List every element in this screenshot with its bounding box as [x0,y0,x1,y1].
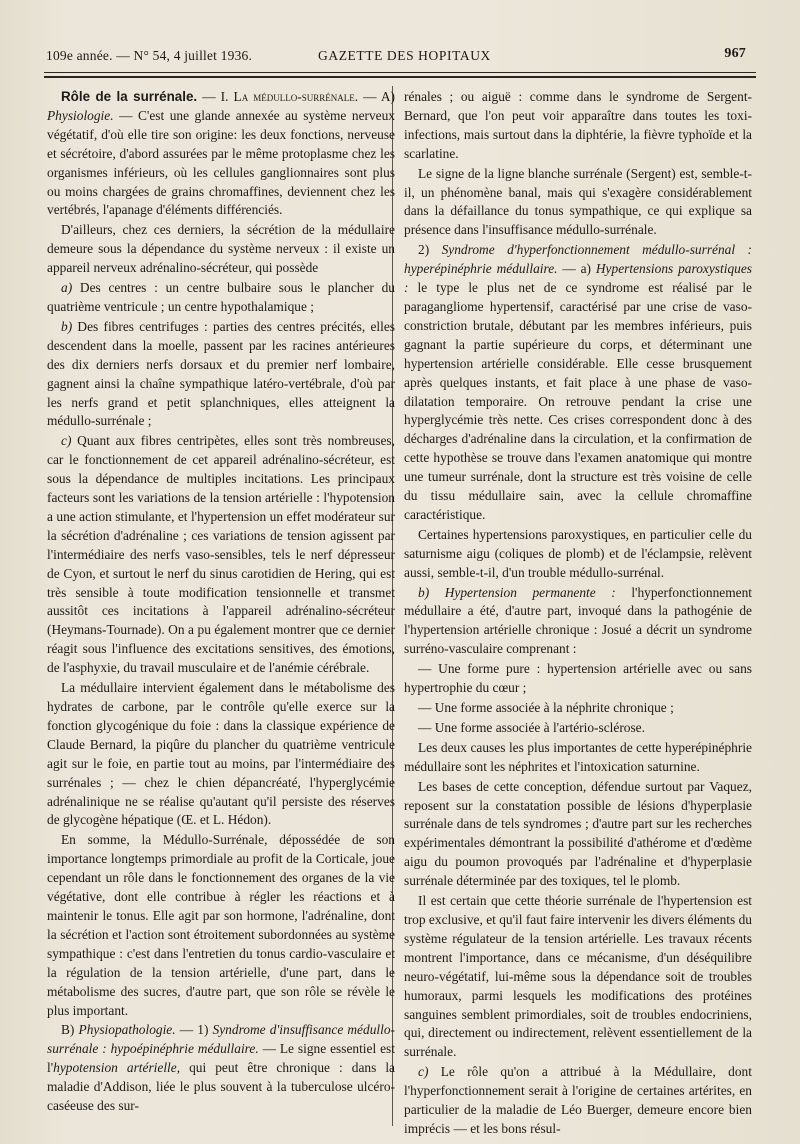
paragraph: La médullaire intervient également dans le métabolisme des hydrates de carbone, par le contrôle qu'elle exerce sur la fonction glycogénique du foie : dans la classique expérience de Claude Bernard, la piqûre du plancher du quatrième ventricule agit sur le foie, en partie tout au moins, par l'intermédiaire des surrénales ; — chez le chien dépancréaté, l'hyperglycémie adrénalinique ne se réalise qu'autant qu'il persiste des réserves de glycogène hépatique (Œ. et L. Hédon). [47,680,395,828]
list-item: — Une forme associée à l'artério-sclérose. [418,719,645,735]
paragraph [404,1063,752,1139]
subsection-title: Physiologie. [47,107,114,123]
journal-title: GAZETTE DES HOPITAUX [318,48,491,63]
subsection-marker: 2) [418,242,442,258]
page-number: 967 [724,46,746,61]
paragraph-text: le type le plus net de ce syndrome est réalisé par le paragangliome hypertensif, caractérisé par une crise de vaso-constriction brutale, débutant par les membres inférieurs, puis gagnant la partie supérieure du corps, et déterminant une hypertension artérielle considérable. Elle cesse brusquement après quelques instants, et fait place à une phase de vaso-dilatation temporaire. On retrouve pendant la crise une hyperglycémie très nette. Ces crises correspondent donc à des décharges d'adrénaline dans la circulation, et la confirmation de cette hypothèse se trouve dans l'examen anatomique qui montre une tumeur surrénale, dont la structure est très voisine de celle du tissu médullaire sain, avec la cellule chromaffine caractéristique. [404,280,752,522]
paragraph-text: — Le signe essentiel est l' [47,1041,395,1076]
paragraph-text: — C'est une glande annexée au système nerveux végétatif, d'où elle tire son origine: les deux fonctions, nerveuse et sécrétoire, d'abord assurées par le même protoplasme chez les organismes inférieurs, où les cellules ganglionnaires sont plus ou moins chargées de grains chromaffines, deviennent chez les vertébrés, l'apanage d'éléments différenciés. [47,107,395,218]
paragraph [404,241,752,525]
paragraph: En somme, la Médullo-Surrénale, dépossédée de son importance longtemps primordiale au profit de la Corticale, joue cependant un rôle dans le fonctionnement des organes de la vie végétative, dont elle contribue à régler les réactions et à maintenir le tonus. Elle agit par son hormone, l'adrénaline, dont la sécrétion et l'action sont étroitement subordonnées au système sympathique : c'est dans l'entretien du tonus cardio-vasculaire et la régulation de la tension artérielle, d'une part, dans le métabolisme des sucres, d'autre part, que son rôle se révèle le plus important. [47,832,395,1018]
subsection-marker: — 1) [175,1022,213,1038]
paragraph-text: Le rôle qu'on a attribué à la Médullaire, dont l'hyperfonctionnement serait à l'origine de certaines artérites, en particulier de la maladie de Léo Buerger, demeure encore bien imprécis — et les bons résul- [404,1064,752,1136]
issue-info: 109e année. — N° 54, 4 juillet 1936. [46,48,253,63]
paragraph: rénales ; ou aiguë : comme dans le syndrome de Sergent-Bernard, que l'on peut voir apparaître dans toutes les toxi-infections, mais surtout dans la diphtérie, la fièvre typhoïde et la scarlatine. [404,89,752,161]
paragraph: Certaines hypertensions paroxystiques, en particulier celle du saturnisme aigu (coliques de plomb) et de l'éclampsie, relèvent aussi, semble-t-il, d'un trouble médullo-surrénal. [404,526,752,580]
subsection-marker: — A) [358,89,396,104]
list-label: c) [61,433,72,449]
list-label: c) [418,1064,441,1080]
emphasis-term: hypotension artérielle, [53,1060,181,1076]
paragraph [47,279,395,317]
paragraph [47,318,395,431]
list-label: a) [61,280,73,296]
right-column [404,88,752,1140]
subsection-marker: — a) [557,261,596,277]
section-heading: — I. La médullo-surrénale. [197,89,359,104]
paragraph: Le signe de la ligne blanche surrénale (Sergent) est, semble-t-il, un phénomène banal, mais qui s'exagère considérablement dans la défaillance du tonus sympathique, ce qui explique sa présence dans l'insuffisance médullo-surrénale. [404,165,752,238]
syndrome-title: Syndrome d'insuffisance médullo-surrénale : hypoépinéphrie médullaire. [47,1022,395,1057]
header-rule-thin [44,72,756,73]
subsection-title: Hypertensions paroxystiques : [404,261,752,296]
subsection-title: Physiopathologie. [78,1022,176,1038]
paragraph-text: l'hyperfonctionnement médullaire a été, d'autre part, invoqué dans la pathogénie de l'hypertension artérielle chronique : Josué a décrit un syndrome surréno-vasculaire comprenant : [404,584,752,657]
subsection-title: Hypertension permanente : [444,584,616,600]
paragraph: D'ailleurs, chez ces derniers, la sécrétion de la médullaire demeure sous la dépendance du système nerveux : il existe un appareil nerveux adrénalino-sécréteur, qui possède [47,222,395,276]
paragraph [47,1021,395,1116]
subsection-marker: B) [61,1022,79,1038]
header-rule-thick [44,76,756,78]
paragraph-text: qui peut être chronique : dans la maladie d'Addison, liée le plus souvent à la tuberculose ulcéro-caséeuse des sur- [47,1060,395,1114]
syndrome-title: Syndrome d'hyperfonctionnement médullo-surrénal : hyperépinéphrie médullaire. [404,242,752,277]
list-item: — Une forme pure : hypertension artérielle avec ou sans hypertrophie du cœur ; [404,661,752,696]
paragraph-text: Des fibres centrifuges : parties des centres précités, elles descendent dans la moelle, passent par les racines antérieures des dix derniers nerfs dorsaux et du premier nerf lombaire, gagnent ainsi la chaîne sympathique latéro-vertébrale, d'où par les nerfs grand et petit splanchniques, elles atteignent la médullo-surrénale ; [47,318,395,429]
page-header [46,40,746,70]
paragraph: Les bases de cette conception, défendue surtout par Vaquez, reposent sur la constatation possible de lésions d'hyperplasie surrénale dans de tels syndromes ; d'autre part sur les recherches expérimentales démontrant la possibilité d'athérome et d'œdème aigu du poumon provoqués par l'adrénaline et d'hyperplasie surrénale déterminée par des toxiques, tel le plomb. [404,778,752,889]
paragraph: Il est certain que cette théorie surrénale de l'hypertension est trop exclusive, et qu'il faut faire intervenir les divers éléments du système régulateur de la tension artérielle. Les travaux récents montrent l'importance, dans ce mécanisme, d'un déséquilibre neuro-végétatif, lui-même sous la dépendance soit de troubles humoraux, parmi lesquels les modifications des protéines sanguines semblent primordiales, soit de troubles endocriniens, qui, directement ou indirectement, relèvent essentiellement de la surrénale. [404,893,752,1060]
paragraph [404,584,752,660]
paragraph: Les deux causes les plus importantes de cette hyperépinéphrie médullaire sont les néphrites et l'intoxication saturnine. [404,739,752,774]
list-label: b) [418,584,445,600]
paragraph-text: Quant aux fibres centripètes, elles sont très nombreuses, car le fonctionnement de cet appareil adrénalino-sécréteur, est sous la dépendance de multiples incitations. Les principaux facteurs sont les variations de la tension artérielle : l'hypotension a une action stimulante, et l'hypertension un effet modérateur sur la sécrétion d'adrénaline ; ces variations de tension agissent par l'intermédiaire des nerfs vaso-sensibles, tels le nerf dépresseur de Cyon, et surtout le nerf du sinus carotidien de Hering, qui est très sensible à toute modification tensionnelle et transmet aussitôt ces incitations à l'appareil adrénalino-sécréteur (Heymans-Tournade). On a pu également montrer que ce dernier réagit sous l'influence des excitations sensitives, des émotions, de l'asphyxie, du travail musculaire et de l'anémie cérébrale. [47,433,395,676]
list-item: — Une forme associée à la néphrite chronique ; [418,700,674,715]
paragraph [47,432,395,678]
left-column [47,88,395,1117]
paragraph [47,88,395,220]
article-title: Rôle de la surrénale. [61,89,198,104]
list-label: b) [61,318,73,334]
paragraph-text: Des centres : un centre bulbaire sous le plancher du quatrième ventricule ; un centre hypothalamique ; [47,280,395,314]
